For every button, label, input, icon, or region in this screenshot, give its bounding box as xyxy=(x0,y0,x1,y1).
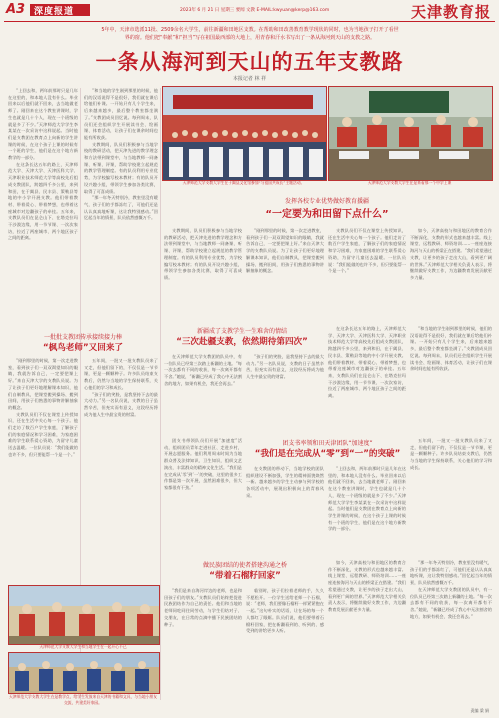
paragraph: 在天津师范大学支教团的队员中，有一位队员已经第三次踏上新疆的土地。“每一次去都有不同的收获，每一次离开都有不舍。”她说，“新疆已经成了我心中无法割舍的地方，如果有机会，我还会再去。” xyxy=(164,354,242,386)
paragraph: “刚到那里的时候，第一次走进教室，看到孩子们一双双渴望知识的眼睛，我就告诉自己，一定要把课上好。”来自天津大学的支教队员说。为了让孩子们更好地理解课本知识，他们自制教具，把课堂搬到操场、搬到田间，用孩子们熟悉的事物讲解抽象的概念。 xyxy=(246,228,324,274)
article-column-17 xyxy=(328,560,406,704)
paragraph: 五年间，一批又一批支教队员来了又走，但他们留下的，不仅仅是一节节课，更是一颗颗种子。许多队员结束支教后，仍然与当地的学生保持联系，关心他们的学习和成长。 xyxy=(410,438,492,470)
editor-credit: 责编 梁 娟 xyxy=(470,708,489,713)
paragraph: “那一年冬天特别冷，教室里没有暖气，孩子们的手都冻红了，可他们还是认认真真地听课，这让我特别感动。”回忆起当年的情景，队员依然感慨万千。 xyxy=(84,195,158,221)
article-column-3 xyxy=(164,228,242,324)
article-column-18 xyxy=(410,560,492,704)
paragraph: 支教队员们不仅在课堂上传授知识，还在生活中关心每一个孩子。他们走访了数百户学生家庭，了解孩子们的家庭情况和学习困难，为家庭困难的学生联系爱心资助，为留守儿童送去温暖。一位队员说：“我们能做的也许不多，但只要能帮一个是一个。” xyxy=(328,228,406,274)
article-column-4 xyxy=(246,228,324,324)
subhead-kicker: 新疆成了支教学生一生难舍的情结 xyxy=(196,328,287,335)
article-column-11 xyxy=(164,438,242,556)
article-column-1b xyxy=(8,358,78,583)
article-column-10 xyxy=(410,326,492,436)
column-separator xyxy=(160,88,161,700)
photo-students xyxy=(8,585,160,645)
paragraph: 临别时，孩子们拉着老师的手，久久不愿松开。一位学生送给老师一个石榴，说：“老师，我们要像石榴籽一样紧紧抱在一起。”这句朴实的话语，让在场的每一个人都红了眼眶。队员们说，他们要带着石榴籽回家，把在新疆看到的、听到的、感受到的讲给更多人听。 xyxy=(246,588,324,634)
article-column-12 xyxy=(246,466,324,556)
paragraph: 支教期间，队员们积极参与当地学校的教研活动，把天津先进的教学理念和方法带到课堂中，与当地教师一同备课、听课、评课，帮助学校建立起规范的教学管理制度。有的队员利用专业优势，为学校编写校本教材；有的队员开设兴趣小组，带领学生参加各类比赛，取得了可喜成绩。 xyxy=(84,141,158,194)
paragraph: “孩子们的笑脸，是我坚持下去的最大动力。”另一名队员说，支教的日子虽然辛苦，但充实而有意义，这段经历将成为他人生中最宝贵的财富。 xyxy=(84,391,158,417)
subhead-title: “带着石榴籽回家” xyxy=(209,571,281,581)
subhead-4 xyxy=(245,438,410,459)
subhead-title: “枫鸟老师”又回来了 xyxy=(42,343,124,353)
subhead-title: “一定要为和田留下点什么” xyxy=(265,209,389,220)
subhead-kicker: 一批批支教团传承接续接力棒 xyxy=(43,334,122,341)
article-column-2 xyxy=(84,88,158,328)
paragraph: “我们是来自海河岸边的老师，也是和田孩子们的朋友。”支教队员们始终把促进民族团结作为自己的责任。他们和当地的老师同吃同住同劳动，与学生们结对子、交朋友，在日常的点滴中播下民族团结的种子。 xyxy=(164,588,242,627)
photo-students-image xyxy=(9,586,159,644)
paragraph: 支教期间，队员们积极参与当地学校的教研活动，把天津先进的教学理念和方法带到课堂中，与当地教师一同备课、听课、评课，帮助学校建立起规范的教学管理制度。有的队员利用专业优势，为学校编写校本教材；有的队员开设兴趣小组，带领学生参加各类比赛，取得了可喜成绩。 xyxy=(164,228,242,280)
paragraph: “那一年冬天特别冷，教室里没有暖气，孩子们的手都冻红了，可他们还是认认真真地听课，这让我特别感动。”回忆起当年的情景，队员依然感慨万千。 xyxy=(410,560,492,586)
article-column-16 xyxy=(246,588,324,704)
paragraph: “上回去和，两年前那时只是几年在这里的，和本地人没有什么。毕业回来以后他们就不回来，去当地做老师了。刚回来在这个教室讲课时，学生也就是几十个人，现在一个班级的就是多了不少。”天津师范大学学生李某某在一次采访中这样说起。当时他们是支教团在教育点上向新的学生讲课的时候，在这个孩子上课的时候有一个班的学生，他们是在这个地方新教学的一部分。 xyxy=(8,88,78,161)
subhead-title: “三次赴疆支教，依然期待第四次” xyxy=(176,337,308,347)
article-column-15 xyxy=(164,588,242,704)
paragraph: 团支书带领队员们开展“加速度”活动，组织团员青年走进社区、走进乡村，开展志愿服务。他们利用周末时间为当地群众普及法律知识、卫生知识，组织文艺演出，丰富群众的精神文化生活。“我们是在完成从‘零’到‘一’的突破，这里的很多工作都是第一次开展，虽然困难很多，但大家都很有干劲。” xyxy=(164,438,242,490)
photo-classroom xyxy=(328,86,493,181)
paragraph: “刚到那里的时候，第一次走进教室，看到孩子们一双双渴望知识的眼睛，我就告诉自己，一定要把课上好。”来自天津大学的支教队员说。为了让孩子们更好地理解课本知识，他们自制教具，把课堂搬到操场、搬到田间，用孩子们熟悉的事物讲解抽象的概念。 xyxy=(8,358,78,410)
page-header xyxy=(0,0,499,22)
paragraph: “和当地的学生刚到那里的时候，他们的汉语说得不是很好，我们就在课后给他们补课。一开始只有几个学生来，后来越来越多，最后整个教室都坐满了。”支教团成员回忆说。每到周末，队员们还会组织学生开展读书会、绘画课、体育活动，让孩子们在课余时间也能有所收获。 xyxy=(410,326,492,372)
paragraph: 在支教团的带动下，当地学校的团队组织建设不断加强，学生的精神面貌焕然一新。越来越多的学生主动参与到学校的各项活动中，展现出积极向上的青春风采。 xyxy=(246,466,324,498)
article-column-5 xyxy=(328,228,406,324)
article-column-8 xyxy=(246,354,324,436)
caption-photo-students: 天津师范大学支教大学生和当地学生在一起开心不已 xyxy=(39,644,127,649)
subhead-kicker: 团支书率领和田天津团队“加速度” xyxy=(282,440,373,447)
byline: 本报记者 林 祥 xyxy=(232,76,267,82)
article-column-9 xyxy=(328,326,406,436)
paragraph: 在这条长达五年的路上，天津师范大学、天津大学、天津医科大学、天津职业技术师范大学等高校先后组成支教团队，跨越四千多公里，来到和田，在于阗县、民丰县、策勒县等地的中小学开展支教。他们带着教材、带着爱心、带着梦想，也带着这座城市对边疆孩子的牵挂。五年来，支教队员们在昆仑山下、在塔克拉玛干沙漠边缘，用一节节课、一次次家访，拉近了两座城市、两个地区孩子之间的距离。 xyxy=(328,326,406,399)
paragraph: 在天津师范大学支教团的队员中，有一位队员已经第三次踏上新疆的土地。“每一次去都有不同的收获，每一次离开都有不舍。”她说，“新疆已经成了我心中无法割舍的地方，如果有机会，我还会再去。” xyxy=(410,586,492,619)
article-column-13 xyxy=(328,466,406,556)
paragraph: 五年间，一批又一批支教队员来了又走，但他们留下的，不仅仅是一节节课，更是一颗颗种子。许多队员结束支教后，仍然与当地的学生保持联系，关心他们的学习和成长。 xyxy=(84,358,158,390)
page-number: A3 xyxy=(6,2,26,17)
caption-photo-classroom: 天津师范大学支教大学生在是来看那一个中学上课 xyxy=(367,180,452,185)
paragraph: 如今，天津高校与和田地区的教育合作不断深化，支教的形式也越来越丰富。线上课堂、远程教研、师资培训……一座座连接海河与天山的桥梁正在搭建。“我们希望通过支教，让更多的孩子走出大山，看到更广阔的世界。”天津师范大学相关负责人表示，将继续做好支教工作，为边疆教育发展贡献更多力量。 xyxy=(328,560,406,612)
article-column-7 xyxy=(164,354,242,436)
masthead: 天津教育报 xyxy=(410,3,491,21)
photo-classroom-image xyxy=(329,87,492,180)
photo-books-image xyxy=(9,653,159,693)
headline: 一条从海河到天山的五年支教路 xyxy=(95,50,404,74)
paragraph: “上回去和，两年前那时只是几年在这里的，和本地人没有什么。毕业回来以后他们就不回来，去当地做老师了。刚回来在这个教室讲课时，学生也就是几十个人，现在一个班级的就是多了不少。”天津师范大学学生李某某在一次采访中这样说起。当时他们是支教团在教育点上向新的学生讲课的时候，在这个孩子上课的时候有一个班的学生，他们是在这个地方新教学的一部分。 xyxy=(328,466,406,532)
article-column-14 xyxy=(410,438,492,556)
caption-photo-ceremony: 天津师范大学支教大学生在于阗县文化馆参加“与祖国共成长”主题活动。 xyxy=(182,180,305,185)
lead-paragraph: 5年中，天津市选派11批、2509余名大学生，前往新疆和田地区支教。在帮助和田改善教育教学现状的同时，也为当地孩子打开了看世界的窗。他们把“奉献”和“担当”写在祖国最西部的大地上，用青春和汗水书写出了一条从海河到天山的支教之路。 xyxy=(101,27,399,41)
paragraph: 支教队员们不仅在课堂上传授知识，还在生活中关心每一个孩子。他们走访了数百户学生家庭，了解孩子们的家庭情况和学习困难，为家庭困难的学生联系爱心资助，为留守儿童送去温暖。一位队员说：“我们能做的也许不多，但只要能帮一个是一个。” xyxy=(8,411,78,457)
subhead-2 xyxy=(162,196,492,220)
subhead-kicker: 发挥各校专业优势做好教育援疆 xyxy=(284,198,369,205)
paragraph: 在这条长达五年的路上，天津师范大学、天津大学、天津医科大学、天津职业技术师范大学等高校先后组成支教团队，跨越四千多公里，来到和田，在于阗县、民丰县、策勒县等地的中小学开展支教。他们带着教材、带着爱心、带着梦想，也带着这座城市对边疆孩子的牵挂。五年来，支教队员们在昆仑山下、在塔克拉玛干沙漠边缘，用一节节课、一次次家访，拉近了两座城市、两个地区孩子之间的距离。 xyxy=(8,161,78,241)
caption-photo-books: 天津师范大学支教大学生在是教学点，给学生发放来自天津的书籍和文具，与当地小朋友交流，共建美好家园。 xyxy=(8,694,158,705)
header-info: 2023年 6 月 21 日 星期三 要闻 文教 E-MAIL:kwyuan@kerp@163.com xyxy=(180,8,330,13)
section-name: 深度报道 xyxy=(34,7,75,17)
paragraph: 如今，天津高校与和田地区的教育合作不断深化，支教的形式也越来越丰富。线上课堂、远程教研、师资培训……一座座连接海河与天山的桥梁正在搭建。“我们希望通过支教，让更多的孩子走出大山，看到更广阔的世界。”天津师范大学相关负责人表示，将继续做好支教工作，为边疆教育发展贡献更多力量。 xyxy=(410,228,492,280)
subhead-5 xyxy=(162,560,328,581)
photo-ceremony xyxy=(162,86,327,181)
subhead-kicker: 做民族团结的使者搭建沟通之桥 xyxy=(202,562,287,569)
photo-ceremony-image xyxy=(163,87,326,180)
article-column-1 xyxy=(8,88,78,328)
subhead-title: “我们是在完成从“零”到“一”的突破” xyxy=(254,449,401,459)
subhead-3 xyxy=(162,326,322,347)
header-rule xyxy=(4,21,495,22)
article-column-2b xyxy=(84,358,158,583)
subhead-1 xyxy=(8,332,158,353)
paragraph: “孩子们的笑脸，是我坚持下去的最大动力。”另一名队员说，支教的日子虽然辛苦，但充实而有意义，这段经历将成为他人生中最宝贵的财富。 xyxy=(246,354,324,380)
paragraph: “和当地的学生刚到那里的时候，他们的汉语说得不是很好，我们就在课后给他们补课。一开始只有几个学生来，后来越来越多，最后整个教室都坐满了。”支教团成员回忆说。每到周末，队员们还会组织学生开展读书会、绘画课、体育活动，让孩子们在课余时间也能有所收获。 xyxy=(84,88,158,140)
photo-books xyxy=(8,652,160,694)
article-column-6 xyxy=(410,228,492,324)
